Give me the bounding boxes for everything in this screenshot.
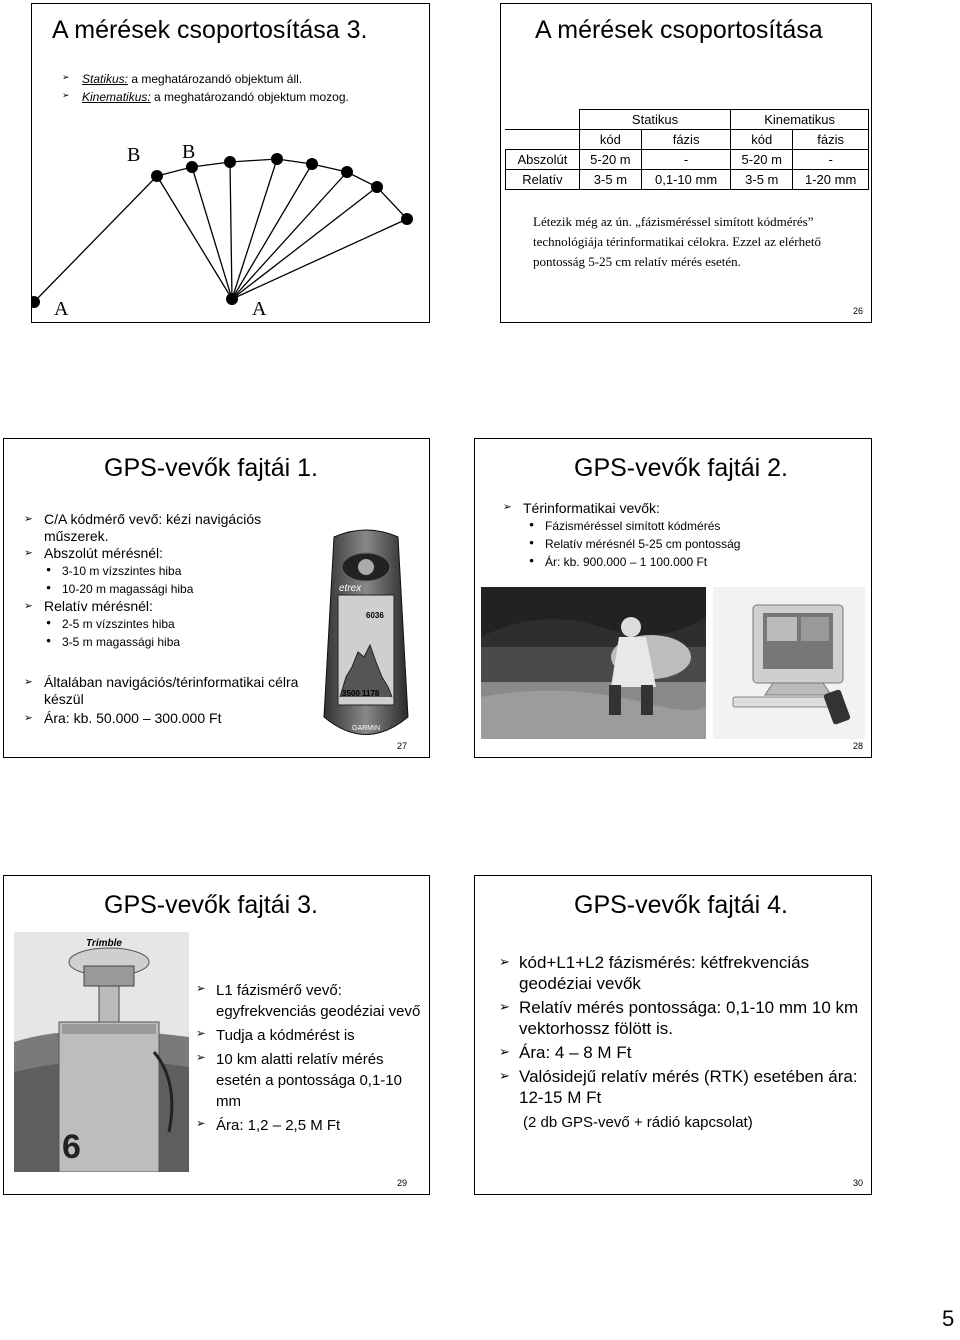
handheld-gps-image: [316, 527, 416, 747]
label-a-1: A: [54, 298, 69, 320]
bullet-item: ➢ Ára: 1,2 – 2,5 M Ft: [196, 1115, 426, 1136]
slide-28: [474, 438, 872, 758]
slide-title: GPS-vevők fajtái 2.: [574, 454, 788, 482]
bullet-item: ➢ Abszolút mérésnél: ● 3-10 m vízszintes hiba ● 10-20 m magassági hiba: [24, 545, 324, 598]
slide-29: [3, 875, 430, 1195]
sub-item: ● 2-5 m vízszintes hiba: [46, 615, 324, 633]
computer-pda-photo: [713, 587, 865, 739]
post-marker: 6: [62, 1128, 81, 1166]
page-number: 28: [852, 741, 863, 751]
slide-title: A mérések csoportosítása 3.: [52, 16, 368, 44]
field-survey-photo: [481, 587, 706, 739]
table-cell: 5-20 m: [731, 150, 793, 170]
page-number: 27: [397, 741, 408, 751]
bullet-item: ➢ Relatív mérésnél: ● 2-5 m vízszintes hiba ● 3-5 m magassági hiba: [24, 598, 324, 651]
trajectory-diagram: [32, 4, 430, 323]
slide-title: GPS-vevők fajtái 3.: [104, 891, 318, 919]
col-fazis: fázis: [793, 130, 869, 150]
comparison-table: [505, 109, 869, 190]
bullet-list-2: [24, 674, 314, 727]
bullet-item: ➢ L1 fázismérő vevő: egyfrekvenciás geodéziai vevő: [196, 980, 426, 1022]
table-cell: 1-20 mm: [793, 170, 869, 190]
table-cell: 3-5 m: [579, 170, 641, 190]
sub-item: ● Fázisméréssel simított kódmérés: [529, 517, 740, 535]
bullet-item: ➢ Valósidejű relatív mérés (RTK) esetében ára: 12-15 M Ft (2 db GPS-vevő + rádió kapcsolat): [499, 1066, 859, 1133]
sub-item: ● 3-10 m vízszintes hiba: [46, 562, 324, 580]
device-brand: etrex: [339, 583, 362, 594]
col-kod: kód: [731, 130, 793, 150]
col-statikus: Statikus: [579, 110, 730, 130]
label-b-2: B: [182, 141, 196, 163]
sub-item: ● 10-20 m magassági hiba: [46, 580, 324, 598]
table-cell: 3-5 m: [731, 170, 793, 190]
page-number: 29: [397, 1178, 408, 1188]
label-a-2: A: [252, 298, 267, 320]
bullet-list: [24, 511, 324, 651]
bullet-item: ➢ Relatív mérés pontossága: 0,1-10 mm 10 km vektorhossz fölött is.: [499, 997, 859, 1039]
bullet-item: ➢ C/A kódmérő vevő: kézi navigációs műszerek.: [24, 511, 324, 545]
table-cell: -: [793, 150, 869, 170]
bullet-item: ➢ 10 km alatti relatív mérés esetén a pontossága 0,1-10 mm: [196, 1049, 426, 1112]
sheet-page-number: 5: [942, 1306, 955, 1331]
sub-item: ● Ár: kb. 900.000 – 1 100.000 Ft: [529, 553, 740, 571]
device-value-1: 6036: [366, 611, 384, 620]
slide-30: [474, 875, 872, 1195]
table-cell: 5-20 m: [579, 150, 641, 170]
slide-title: GPS-vevők fajtái 4.: [574, 891, 788, 919]
slide-title: A mérések csoportosítása: [535, 16, 823, 44]
note-text: Létezik még az ún. „fázisméréssel simított kódmérés” technológiája térinformatikai célokra. Ezzel az elérhető pontosság 5-25 cm relatív mérés esetén.: [533, 214, 822, 269]
slide-26: [500, 3, 872, 323]
col-fazis: fázis: [641, 130, 730, 150]
col-kinematikus: Kinematikus: [731, 110, 869, 130]
table-cell: 0,1-10 mm: [641, 170, 730, 190]
table-sub-header: [506, 130, 869, 150]
table-cell: -: [641, 150, 730, 170]
device-value-2: 3500 1178: [342, 689, 380, 698]
slide-27: [3, 438, 430, 758]
bullet-list: [499, 952, 859, 1133]
row-label: Relatív: [506, 170, 580, 190]
bullet-kinematikus: ➢ Kinematikus: a meghatározandó objektum mozog.: [62, 88, 349, 106]
table-row: [506, 150, 869, 170]
slide-title: GPS-vevők fajtái 1.: [104, 454, 318, 482]
bullet-item: ➢ kód+L1+L2 fázismérés: kétfrekvenciás geodéziai vevők: [499, 952, 859, 994]
page-number: 26: [852, 306, 863, 316]
col-kod: kód: [579, 130, 641, 150]
bullet-list: [503, 499, 740, 571]
page-number: 30: [852, 1178, 863, 1188]
bullet-item: ➢ Ára: 4 – 8 M Ft: [499, 1042, 859, 1063]
label-b-1: B: [127, 144, 141, 166]
table-group-header: [506, 110, 869, 130]
bullet-statikus: ➢ Statikus: a meghatározandó objektum áll.: [62, 70, 349, 88]
slide-25: [31, 3, 430, 323]
sub-item: ● 3-5 m magassági hiba: [46, 633, 324, 651]
device-maker: GARMIN: [352, 725, 380, 732]
sub-item: ● Relatív mérésnél 5-25 cm pontosság: [529, 535, 740, 553]
table-row: [506, 170, 869, 190]
bullet-item: ➢ Általában navigációs/térinformatikai célra készül: [24, 674, 314, 708]
trimble-brand: Trimble: [86, 938, 122, 949]
row-label: Abszolút: [506, 150, 580, 170]
bullet-item: ➢ Ára: kb. 50.000 – 300.000 Ft: [24, 710, 314, 727]
trimble-receiver-photo: [14, 932, 189, 1172]
bullet-note: (2 db GPS-vevő + rádió kapcsolat): [523, 1114, 753, 1131]
bullet-item: ➢ Térinformatikai vevők: ● Fázisméréssel simított kódmérés ● Relatív mérésnél 5-25 cm pontosság ● Ár: kb. 900.000 – 1 100.000 Ft: [503, 499, 740, 571]
bullet-list: [196, 980, 426, 1136]
bullet-item: ➢ Tudja a kódmérést is: [196, 1025, 426, 1046]
